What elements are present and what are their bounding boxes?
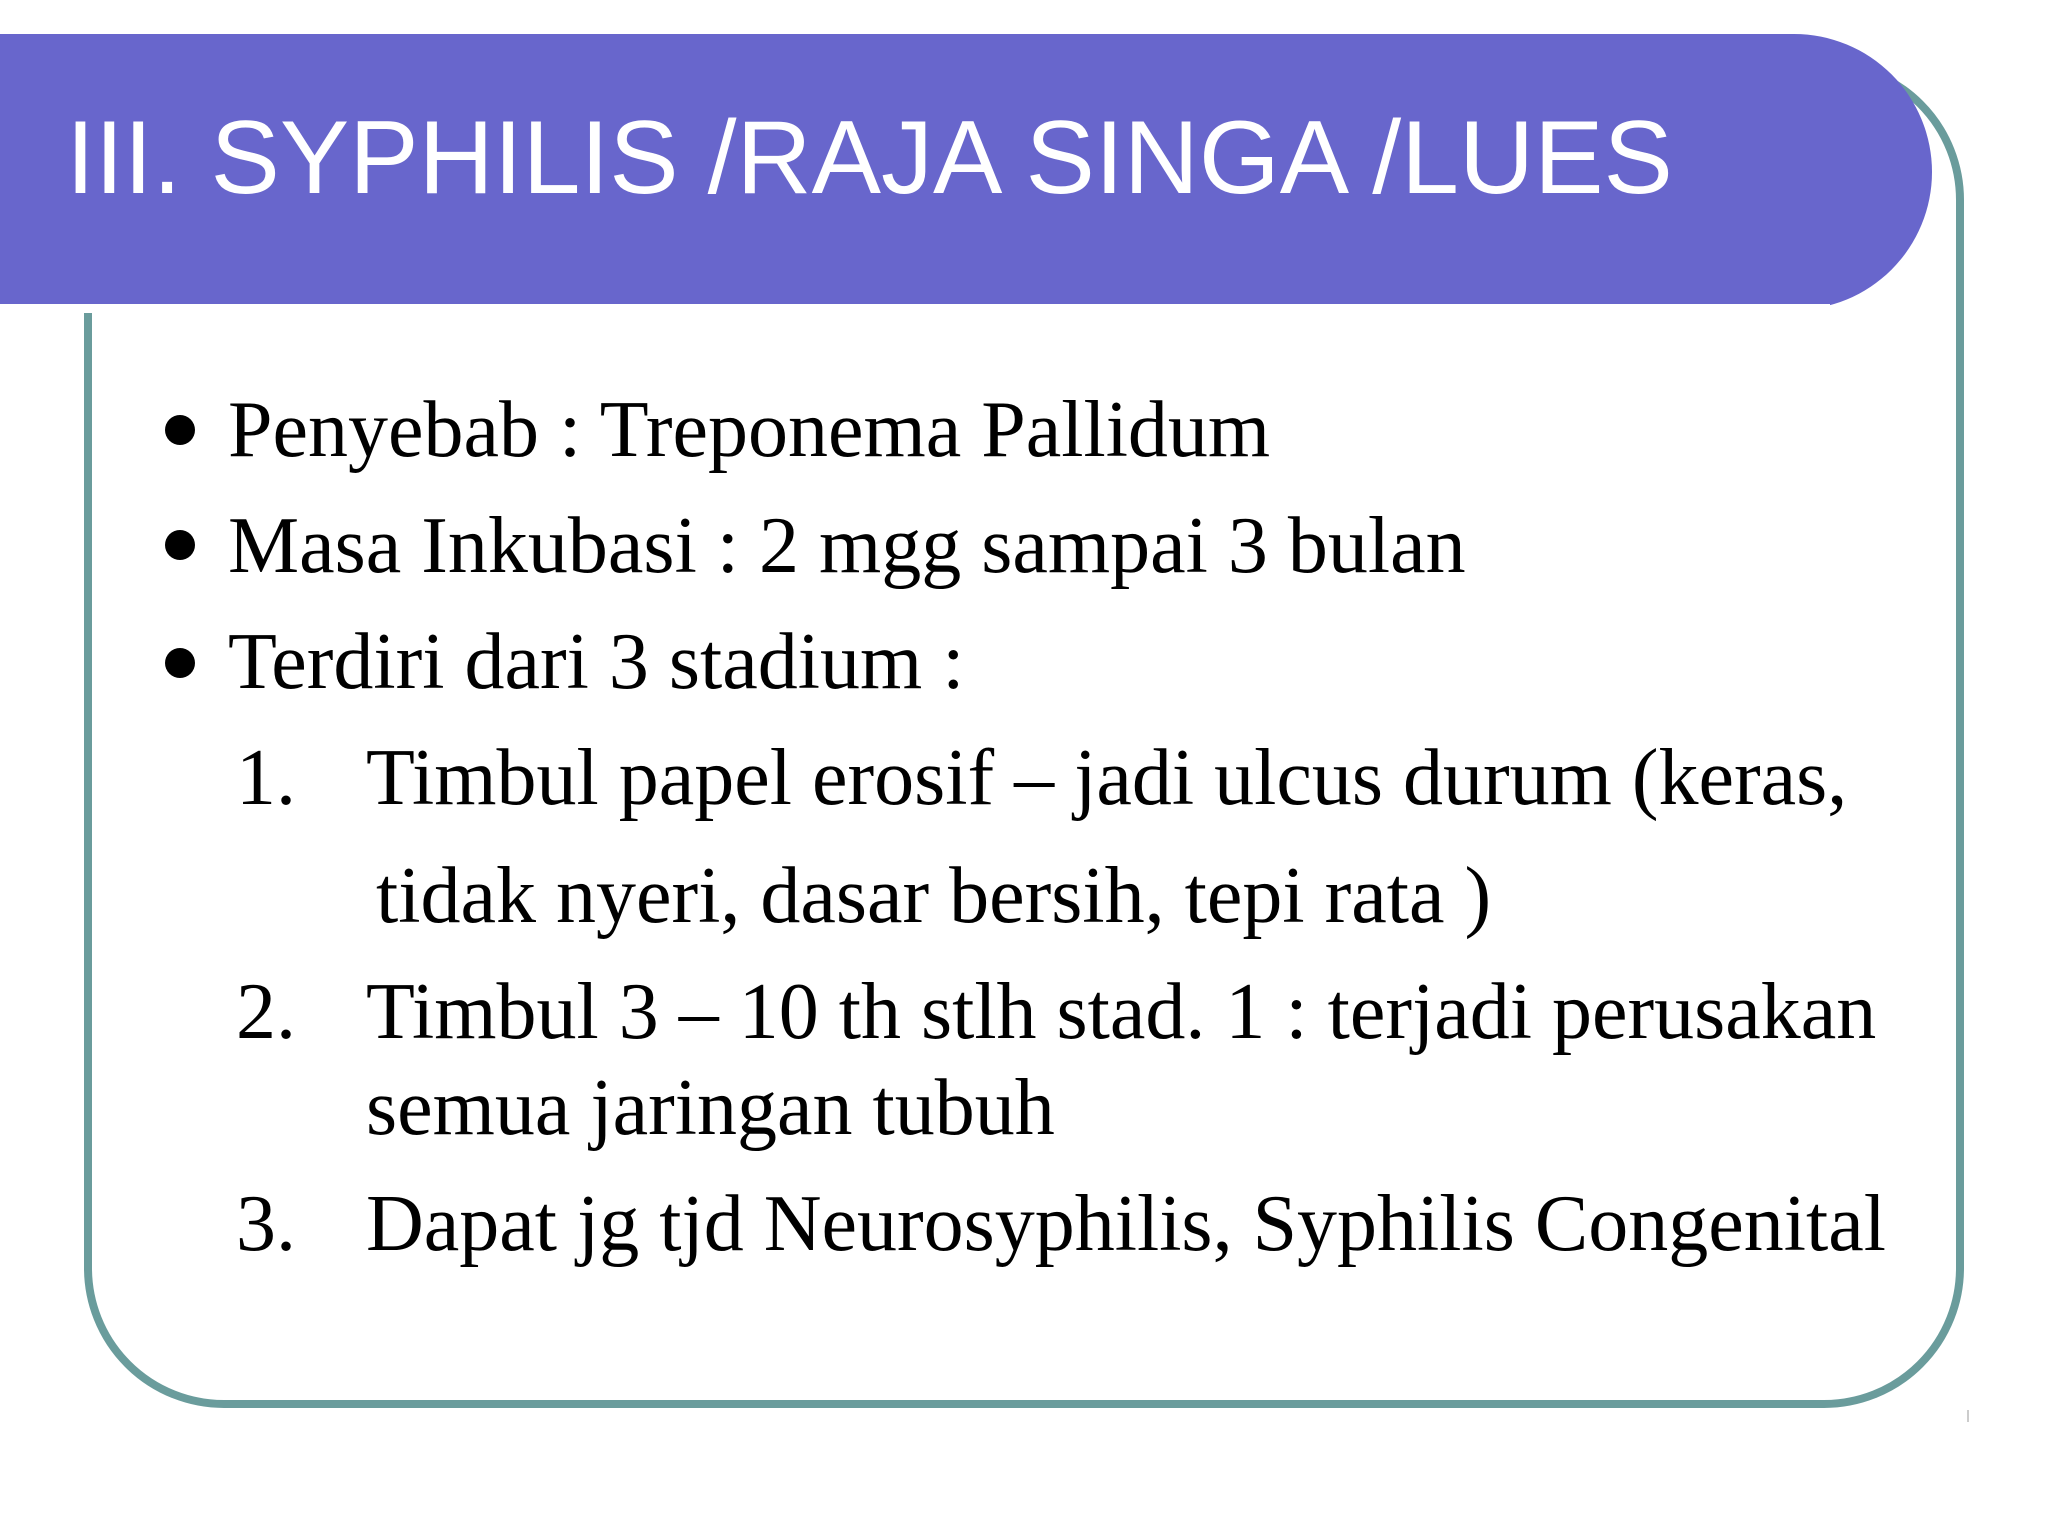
- bullet-item-masa-inkubasi: Masa Inkubasi : 2 mgg sampai 3 bulan: [228, 502, 1466, 590]
- stage-line: Timbul 3 – 10 th stlh stad. 1 : terjadi perusakan: [366, 968, 1877, 1056]
- slide-mark: [1967, 1410, 1969, 1422]
- bullet-item-penyebab: Penyebab : Treponema Pallidum: [228, 386, 1271, 474]
- title-underline: [0, 304, 1830, 313]
- slide-title: III. SYPHILIS /RAJA SINGA /LUES: [66, 100, 1673, 216]
- stage-line: semua jaringan tubuh: [366, 1064, 1055, 1152]
- stage-number: 2.: [236, 968, 296, 1056]
- bullet-dot-icon: [165, 648, 195, 678]
- stage-line: Dapat jg tjd Neurosyphilis, Syphilis Congenital: [366, 1180, 1886, 1268]
- stage-line: tidak nyeri, dasar bersih, tepi rata ): [376, 852, 1492, 940]
- bullet-dot-icon: [165, 415, 195, 445]
- stage-line: Timbul papel erosif – jadi ulcus durum (keras,: [366, 734, 1848, 822]
- stage-number: 1.: [236, 734, 296, 822]
- stage-number: 3.: [236, 1180, 296, 1268]
- bullet-dot-icon: [165, 530, 195, 560]
- bullet-item-stadium: Terdiri dari 3 stadium :: [228, 618, 965, 706]
